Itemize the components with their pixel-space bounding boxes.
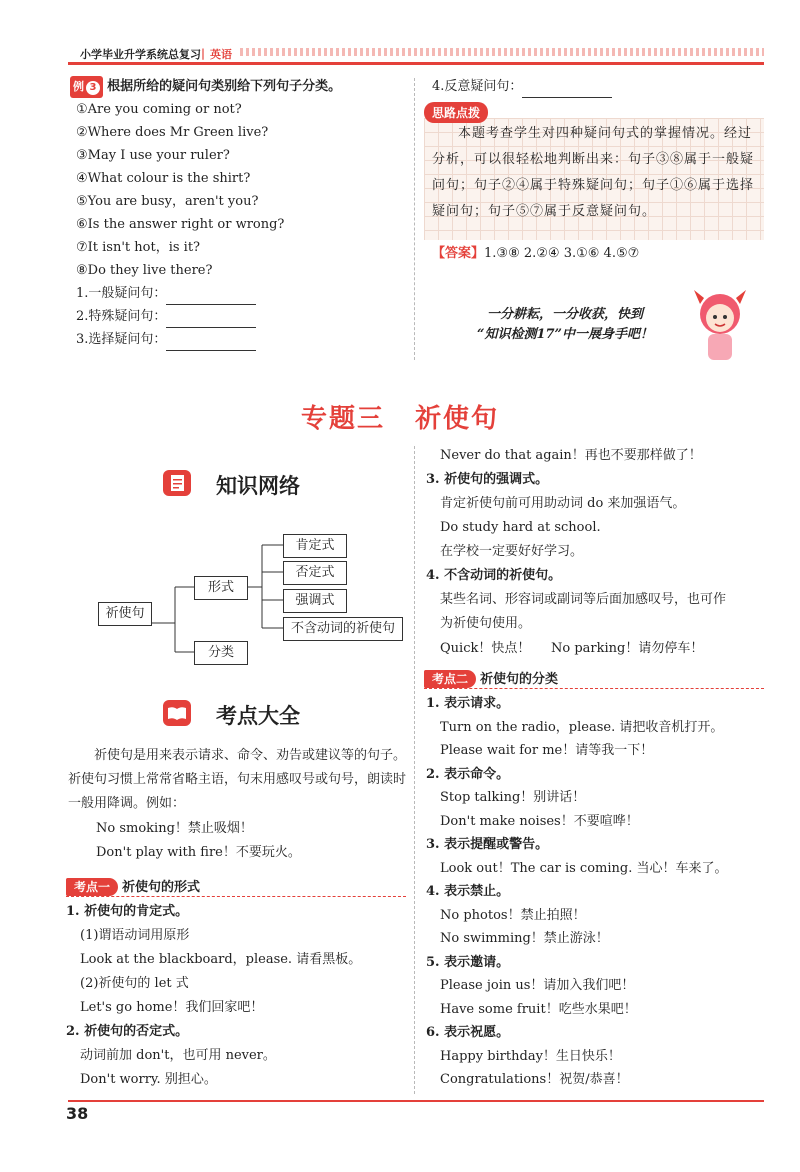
answer-blank[interactable] <box>166 290 256 305</box>
node-affirmative: 肯定式 <box>283 534 347 558</box>
kd2-item-example: Look out！The car is coming. 当心！车来了。 <box>440 860 728 876</box>
top-column-divider <box>414 78 415 360</box>
subject-label: 英语 <box>210 48 232 61</box>
topic-title: 专题三 祈使句 <box>300 404 500 434</box>
bottom-column-divider <box>414 446 415 1094</box>
kd1-h1a-example: Look at the blackboard，please. 请看黑板。 <box>80 952 362 967</box>
form-verbless-text-2: 为祈使句使用。 <box>440 616 532 631</box>
question-general: 1.一般疑问句： <box>76 282 410 305</box>
sentence-item: ④What colour is the shirt? <box>76 171 251 186</box>
kd2-item-example: Don't make noises！不要喧哗！ <box>440 813 639 829</box>
kd1-h2-text: 动词前加 don't，也可用 never。 <box>80 1048 276 1063</box>
kd1-h2-example: Don't worry. 别担心。 <box>80 1072 217 1087</box>
points-section-icon <box>163 700 191 726</box>
kd2-body <box>426 692 766 1092</box>
example-badge: 例 3 <box>70 76 103 98</box>
example-heading <box>70 76 410 98</box>
kd1-h2: 2. 祈使句的否定式。 <box>66 1024 189 1039</box>
book-title: 小学毕业升学系统总复习 <box>80 48 201 61</box>
kd1-heading <box>66 876 406 897</box>
kd2-item-head: 6. 表示祝愿。 <box>426 1025 510 1040</box>
kd2-item-example: No swimming！禁止游泳！ <box>440 931 609 946</box>
node-verbless: 不含动词的祈使句 <box>283 617 403 641</box>
banner-line-1: 一分耕耘，一分收获，快到 <box>486 307 643 322</box>
kd2-item-example: No photos！禁止拍照！ <box>440 907 586 923</box>
kd1-h1b: (2)祈使句的 let 式 <box>80 976 189 991</box>
answer-blank[interactable] <box>166 336 256 351</box>
question-tag: 4.反意疑问句： <box>432 76 612 98</box>
form-verbless-text-1: 某些名词、形容词或副词等后面加感叹号，也可作 <box>440 592 727 607</box>
kd2-item-head: 3. 表示提醒或警告。 <box>426 837 549 852</box>
node-form: 形式 <box>194 576 248 600</box>
kd1-title: 祈使句的形式 <box>122 880 201 895</box>
example-3 <box>70 76 410 351</box>
tips-badge: 思路点拨 <box>424 102 488 123</box>
kd2-item-head: 5. 表示邀请。 <box>426 954 510 970</box>
form-emphatic-example-cn: 在学校一定要好好学习。 <box>440 544 584 559</box>
node-negative: 否定式 <box>283 561 347 585</box>
points-section-title: 考点大全 <box>216 704 300 728</box>
example-no-smoking: No smoking！禁止吸烟！ <box>96 821 253 836</box>
sentence-item: ②Where does Mr Green live? <box>76 125 269 140</box>
form-verbless-example: Quick！快点！ No parking！请勿停车！ <box>440 641 704 656</box>
header-rule <box>68 62 764 65</box>
question-special: 2.特殊疑问句： <box>76 305 410 328</box>
kd2-item-example: Please join us！请加入我们吧！ <box>440 978 635 993</box>
network-section-title: 知识网络 <box>216 474 300 498</box>
form-emphatic-example-en: Do study hard at school. <box>440 520 601 535</box>
cartoon-girl-icon <box>690 288 750 363</box>
answer-text: 1.③⑧ 2.②④ 3.①⑥ 4.⑤⑦ <box>484 246 640 261</box>
kd2-item-example: Congratulations！祝贺/恭喜！ <box>440 1072 629 1087</box>
example-dont-play: Don't play with fire！不要玩火。 <box>96 845 301 860</box>
sentence-item: ⑥Is the answer right or wrong? <box>76 217 285 232</box>
node-category: 分类 <box>194 641 248 665</box>
kd2-item-example: Please wait for me！请等我一下！ <box>440 743 654 758</box>
kd2-item-example: Happy birthday！生日快乐！ <box>440 1048 621 1064</box>
sentence-item: ①Are you coming or not? <box>76 102 242 117</box>
never-example: Never do that again！再也不要那样做了！ <box>440 448 702 463</box>
sentence-item: ⑧Do they live there? <box>76 263 213 278</box>
header-separator: | <box>201 47 206 60</box>
kd2-item-example: Have some fruit！吃些水果吧！ <box>440 1001 637 1017</box>
right-column-forms <box>426 444 766 662</box>
node-emphatic: 强调式 <box>283 589 347 613</box>
points-intro: 祈使句是用来表示请求、命令、劝告或建议等的句子。祈使句习惯上常常省略主语，句末用感叹号或句号，朗读时一般用降调。例如： <box>68 748 407 811</box>
answer-line <box>432 242 639 261</box>
sentence-item: ③May I use your ruler? <box>76 148 230 163</box>
sentence-item: ⑦It isn't hot，is it? <box>76 240 201 255</box>
kd2-item-head: 4. 表示禁止。 <box>426 884 510 899</box>
network-section-icon <box>163 470 191 496</box>
kd2-title: 祈使句的分类 <box>480 672 559 687</box>
kd2-item-head: 1. 表示请求。 <box>426 696 510 711</box>
sentence-list <box>70 98 410 351</box>
kd2-item-example: Stop talking！别讲话！ <box>440 790 586 805</box>
banner-line-2: “知识检测17”中一展身手吧！ <box>476 327 654 342</box>
footer-rule <box>68 1100 764 1102</box>
encouragement-banner <box>440 305 690 345</box>
form-emphatic-head: 3. 祈使句的强调式。 <box>426 472 549 487</box>
example-instruction: 根据所给的疑问句类别给下列句子分类。 <box>107 79 342 94</box>
kd2-item-example: Turn on the radio，please. 请把收音机打开。 <box>440 719 724 735</box>
kd1-h1a: (1)谓语动词用原形 <box>80 928 190 943</box>
kd2-item-head: 2. 表示命令。 <box>426 766 510 782</box>
node-root: 祈使句 <box>98 602 152 626</box>
sentence-item: ⑤You are busy，aren't you? <box>76 194 259 209</box>
kd1-h1b-example: Let's go home！我们回家吧！ <box>80 1000 264 1015</box>
kd1-body <box>66 900 406 1092</box>
answer-blank[interactable] <box>166 313 256 328</box>
kd2-heading <box>424 668 764 689</box>
question-alternative: 3.选择疑问句： <box>76 328 410 351</box>
kd1-h1: 1. 祈使句的肯定式。 <box>66 904 189 919</box>
kd1-badge: 考点一 <box>66 878 118 896</box>
form-verbless-head: 4. 不含动词的祈使句。 <box>426 568 562 583</box>
kd2-badge: 考点二 <box>424 670 476 688</box>
form-emphatic-text: 肯定祈使句前可用助动词 do 来加强语气。 <box>440 496 686 511</box>
answer-blank[interactable] <box>522 83 612 98</box>
tips-text: 本题考查学生对四种疑问句式的掌握情况。经过分析，可以很轻松地判断出来：句子③⑧属于一般疑问句；句子②④属于特殊疑问句；句子①⑥属于选择疑问句；句子⑤⑦属于反意疑问句。 <box>432 126 755 219</box>
header-stripe <box>240 48 764 56</box>
answer-label: 【答案】 <box>432 246 485 261</box>
page-number: 38 <box>66 1104 89 1123</box>
